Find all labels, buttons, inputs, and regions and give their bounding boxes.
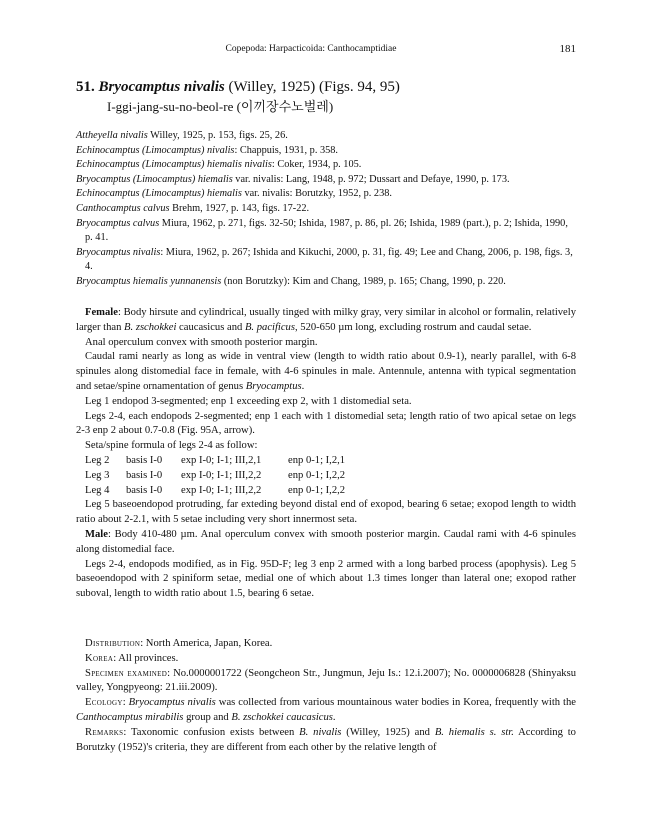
species-name: Bryocamptus nivalis: [98, 79, 225, 95]
formula-leg: Leg 4: [85, 484, 110, 496]
synonym-name: Bryocamptus calvus: [76, 217, 160, 229]
synonym-name: Bryocamptus (Limocamptus) hiemalis: [76, 173, 233, 185]
species-ref: Canthocamptus mirabilis: [76, 711, 184, 723]
synonym-entry: [76, 144, 576, 159]
formula-exp: exp I-0; I-1; III,2,1: [181, 454, 262, 466]
synonym-ref: Brehm, 1927, p. 143, figs. 17-22.: [169, 202, 310, 214]
remarks-text: According to Borutzky (1952)'s criteria, they are different from each other by the relative length of: [76, 726, 576, 753]
female-text: , 520-650 µm long, excluding rostrum and caudal setae.: [294, 321, 532, 333]
female-text: : Body hirsute and cylindrical, usually tinged with milky gray, very similar in alcohol or formalin, relatively larger than: [76, 307, 576, 333]
species-author: (Willey, 1925) (Figs. 94, 95): [228, 79, 400, 95]
caudal-rami-paragraph: [76, 350, 576, 394]
formula-exp: exp I-0; I-1; III,2,2: [181, 469, 262, 481]
synonym-entry: [76, 158, 576, 173]
synonym-name: Bryocamptus nivalis: [76, 246, 161, 258]
formula-basis: basis I-0: [126, 454, 163, 466]
specimen-label: Specimen examined: [85, 667, 168, 679]
formula-basis: basis I-0: [126, 484, 163, 496]
species-title: [76, 78, 576, 96]
synonym-name: Attheyella nivalis: [76, 130, 148, 141]
formula-exp: exp I-0; I-1; III,2,2: [181, 484, 262, 496]
formula-leg: Leg 3: [85, 469, 110, 481]
species-ref: B. zschokkei caucasicus: [231, 711, 333, 723]
synonym-name: Echinocamptus (Limocamptus) hiemalis: [76, 188, 242, 200]
male-legs-paragraph: Legs 2-4, endopods modified, as in Fig. 95D-F; leg 3 enp 2 armed with a long barbed process (apophysis). Leg 5 baseoendopod with 2 spiniform setae, medial one of which about 1.3 times longer than lateral one; exopod rather suboval, length to width ratio about 1.5, bearing 6 setae.: [76, 558, 576, 600]
distribution-paragraph: [76, 637, 576, 652]
caudal-text: Caudal rami nearly as long as wide in ventral view (length to width ratio about 0.9-1), nearly parallel, with 6-8 spinules along distomedial face in female, with 4-6 spinules in male. Antennule, antenna with typical segmentation and setae/spine ornamentation of genus: [76, 351, 576, 392]
ecology-text: was collected from various mountainous water bodies in Korea, frequently with the: [215, 697, 576, 709]
description-body: [76, 306, 576, 602]
caudal-text: .: [301, 380, 305, 392]
female-label: Female: [85, 307, 118, 318]
species-ref: B. pacificus: [244, 321, 295, 333]
synonym-entry: [76, 217, 576, 246]
leg1-paragraph: Leg 1 endopod 3-segmented; enp 1 exceeding exp 2, with 1 distomedial seta.: [85, 395, 412, 407]
formula-row: [76, 484, 576, 499]
synonym-ref: : Miura, 1962, p. 267; Ishida and Kikuchi, 2000, p. 31, fig. 49; Lee and Chang, 2006, p. 198, figs. 3, 4.: [85, 246, 573, 273]
female-text: caucasicus and: [176, 321, 245, 333]
distribution-text: : North America, Japan, Korea.: [140, 638, 273, 649]
korea-label: Korea: [85, 652, 114, 664]
running-head: Copepoda: Harpacticoida: Canthocamptidiae: [225, 44, 397, 54]
male-paragraph: [76, 528, 576, 558]
synonym-entry: [76, 246, 576, 275]
synonym-entry: [76, 129, 576, 144]
formula-enp: enp 0-1; I,2,2: [288, 484, 346, 496]
synonym-entry: [76, 202, 576, 217]
species-ref: B. nivalis: [299, 726, 342, 738]
remarks-label: Remarks: [85, 726, 124, 738]
synonym-ref: var. nivalis: Lang, 1948, p. 972; Dussart and Defaye, 1990, p. 173.: [232, 173, 510, 185]
male-text: : Body 410-480 µm. Anal operculum convex with smooth posterior margin. Caudal rami with 4-6 spinules along distomedial face.: [76, 528, 576, 555]
synonym-ref: Willey, 1925, p. 153, figs. 25, 26.: [147, 130, 288, 141]
synonym-ref: (non Borutzky): Kim and Chang, 1989, p. 165; Chang, 1990, p. 220.: [221, 275, 506, 287]
synonym-entry: [76, 187, 576, 202]
specimen-text: : No.0000001722 (Seongcheon Str., Jungmun, Jeju Is.: 12.i.2007); No. 0000006828 (Shinyaksu valley, Yongpyeong: 21.iii.2009).: [76, 667, 576, 694]
species-ref: B. hiemalis s. str.: [434, 726, 514, 738]
page-number: 181: [559, 43, 576, 55]
remarks-paragraph: [76, 726, 576, 756]
ecology-text: group and: [183, 711, 232, 723]
species-ref: Bryocamptus nivalis: [128, 697, 216, 709]
formula-enp: enp 0-1; I,2,1: [288, 454, 346, 466]
species-number: 51.: [76, 79, 95, 95]
synonym-list: [76, 129, 576, 290]
ecology-text: :: [122, 697, 129, 709]
genus-ref: Bryocamptus: [245, 380, 302, 392]
synonym-ref: : Coker, 1934, p. 105.: [271, 159, 362, 171]
korean-name: I-ggi-jang-su-no-beol-re (이끼장수노벌레): [107, 99, 334, 114]
distribution-label: Distribution: [85, 638, 141, 649]
legs2-4-paragraph: Legs 2-4, each endopods 2-segmented; enp 1 each with 1 distomedial seta; length ratio of two apical setae on legs 2-3 enp 2 about 0.7-0.8 (Fig. 95A, arrow).: [76, 410, 576, 437]
formula-enp: enp 0-1; I,2,2: [288, 469, 346, 481]
synonym-name: Bryocamptus hiemalis yunnanensis: [76, 275, 222, 287]
formula-row: [76, 469, 576, 484]
synonym-entry: [76, 275, 576, 290]
anal-operculum-paragraph: Anal operculum convex with smooth posterior margin.: [85, 336, 318, 348]
synonym-name: Echinocamptus (Limocamptus) nivalis: [76, 144, 235, 156]
specimen-paragraph: [76, 667, 576, 697]
female-paragraph: [76, 306, 576, 336]
synonym-name: Canthocamptus calvus: [76, 202, 170, 214]
synonym-name: Echinocamptus (Limocamptus) hiemalis nivalis: [76, 159, 272, 171]
korea-paragraph: [76, 652, 576, 667]
remarks-text: : Taxonomic confusion exists between: [123, 726, 300, 738]
formula-row: [76, 454, 576, 469]
korea-text: : All provinces.: [113, 652, 179, 664]
synonym-entry: [76, 173, 576, 188]
formula-intro: Seta/spine formula of legs 2-4 as follow:: [85, 440, 258, 452]
formula-basis: basis I-0: [126, 469, 163, 481]
leg5-paragraph: Leg 5 baseoendopod protruding, far exteding beyond distal end of exopod, bearing 6 setae; exopod length to width ratio about 2-2.1, with 5 setae including very short innermost seta.: [76, 499, 576, 526]
notes-section: [76, 637, 576, 755]
ecology-paragraph: [76, 696, 576, 726]
formula-leg: Leg 2: [85, 454, 110, 466]
ecology-label: Ecology: [85, 697, 123, 709]
synonym-ref: Miura, 1962, p. 271, figs. 32-50; Ishida, 1987, p. 86, pl. 26; Ishida, 1989 (part.), p. 2; Ishida, 1990, p. 41.: [85, 217, 568, 244]
male-label: Male: [85, 528, 108, 540]
species-ref: B. zschokkei: [124, 321, 177, 333]
ecology-text: .: [332, 711, 336, 723]
synonym-ref: var. nivalis: Borutzky, 1952, p. 238.: [241, 188, 392, 200]
remarks-text: (Willey, 1925) and: [341, 726, 435, 738]
synonym-ref: : Chappuis, 1931, p. 358.: [234, 144, 338, 156]
